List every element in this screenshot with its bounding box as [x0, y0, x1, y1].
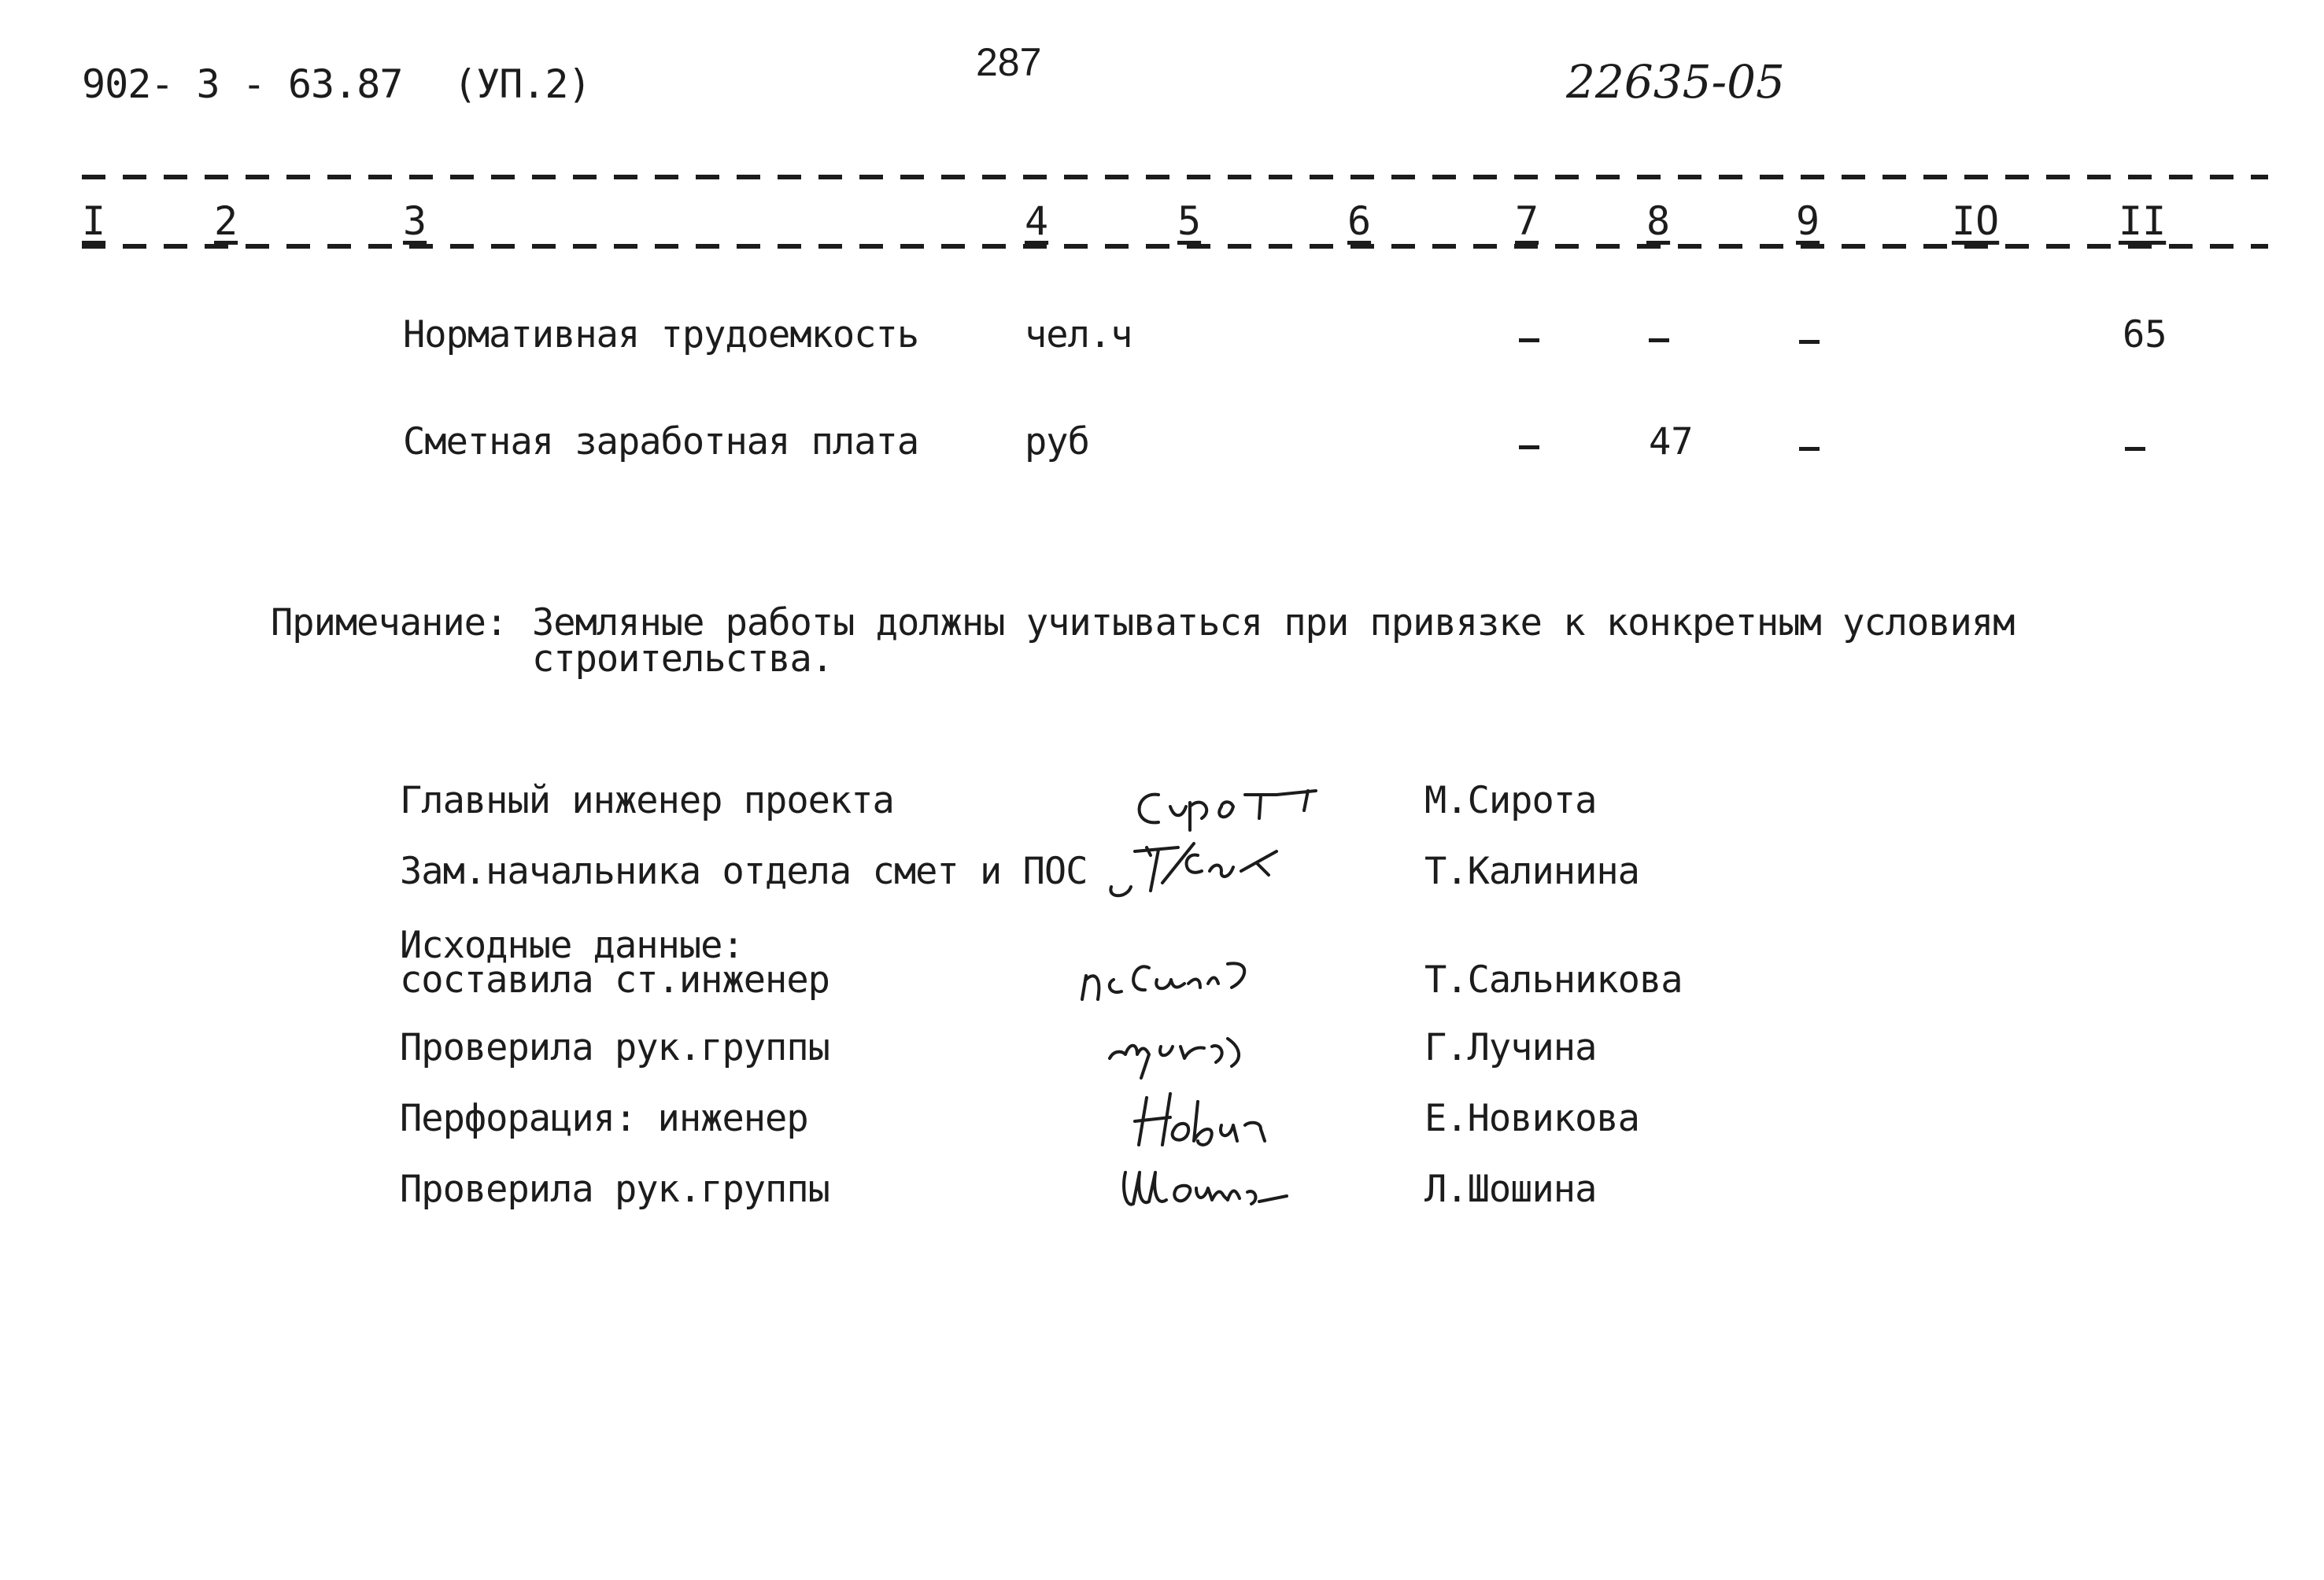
signatory-role: Главный инженер проекта	[400, 779, 894, 822]
volume-label: (УП.2)	[453, 61, 591, 107]
cell-col8: 47	[1649, 420, 1694, 463]
signatory-role: Проверила рук.группы	[400, 1026, 829, 1069]
cell-col9	[1799, 447, 1820, 451]
signatory-role: Зам.начальника отдела смет и ПОС	[400, 850, 1088, 893]
cell-col9	[1799, 340, 1820, 344]
signatory-role-heading: Исходные данные:	[400, 924, 744, 967]
cell-col11	[2125, 447, 2145, 451]
column-number-4: 4	[1025, 198, 1049, 244]
cell-col7	[1519, 445, 1539, 449]
column-number-9: 9	[1796, 198, 1820, 244]
signatory-name: Т.Сальникова	[1424, 958, 1683, 1002]
column-number-3: 3	[403, 198, 427, 244]
table-bottom-rule	[82, 244, 2268, 249]
signatory-role: составила ст.инженер	[400, 958, 829, 1002]
column-number-2: 2	[214, 198, 238, 244]
handwritten-signature	[1118, 1153, 1362, 1224]
signatory-role: Перфорация: инженер	[400, 1097, 808, 1140]
signatory-name: М.Сирота	[1424, 779, 1597, 822]
signatory-name: Л.Шошина	[1424, 1168, 1597, 1211]
signatory-name: Т.Калинина	[1424, 850, 1639, 893]
signatory-name: Е.Новикова	[1424, 1097, 1639, 1140]
handwritten-signature	[1127, 771, 1347, 842]
column-number-6: 6	[1347, 198, 1372, 244]
row-name: Сметная заработная плата	[403, 420, 919, 463]
column-number-5: 5	[1177, 198, 1202, 244]
row-name: Нормативная трудоемкость	[403, 313, 919, 356]
column-number-7: 7	[1515, 198, 1539, 244]
document-code: 902- 3 - 63.87	[82, 61, 403, 107]
cell-col8	[1649, 338, 1669, 342]
note-label: Примечание:	[271, 601, 508, 644]
signatory-role: Проверила рук.группы	[400, 1168, 829, 1211]
note-line-2: строительства.	[532, 637, 833, 681]
note-line-1: Земляные работы должны учитываться при привязке к конкретным условиям	[532, 601, 2015, 644]
handwritten-signature	[1078, 944, 1299, 1007]
handwritten-signature	[1102, 1015, 1291, 1086]
handwritten-signature	[1103, 836, 1308, 906]
column-number-10: IO	[1952, 198, 2000, 244]
row-unit: чел.ч	[1025, 313, 1132, 356]
cell-col11: 65	[2123, 313, 2167, 356]
cell-col7	[1519, 338, 1539, 342]
table-top-rule	[82, 175, 2268, 179]
inventory-number: 22635-05	[1566, 55, 1785, 109]
column-number-11: II	[2119, 198, 2167, 244]
row-unit: руб	[1025, 420, 1089, 463]
page-number: 287	[976, 40, 1042, 84]
handwritten-signature	[1127, 1086, 1332, 1157]
signatory-name: Г.Лучина	[1424, 1026, 1597, 1069]
column-number-1: I	[82, 198, 106, 244]
column-number-8: 8	[1646, 198, 1671, 244]
